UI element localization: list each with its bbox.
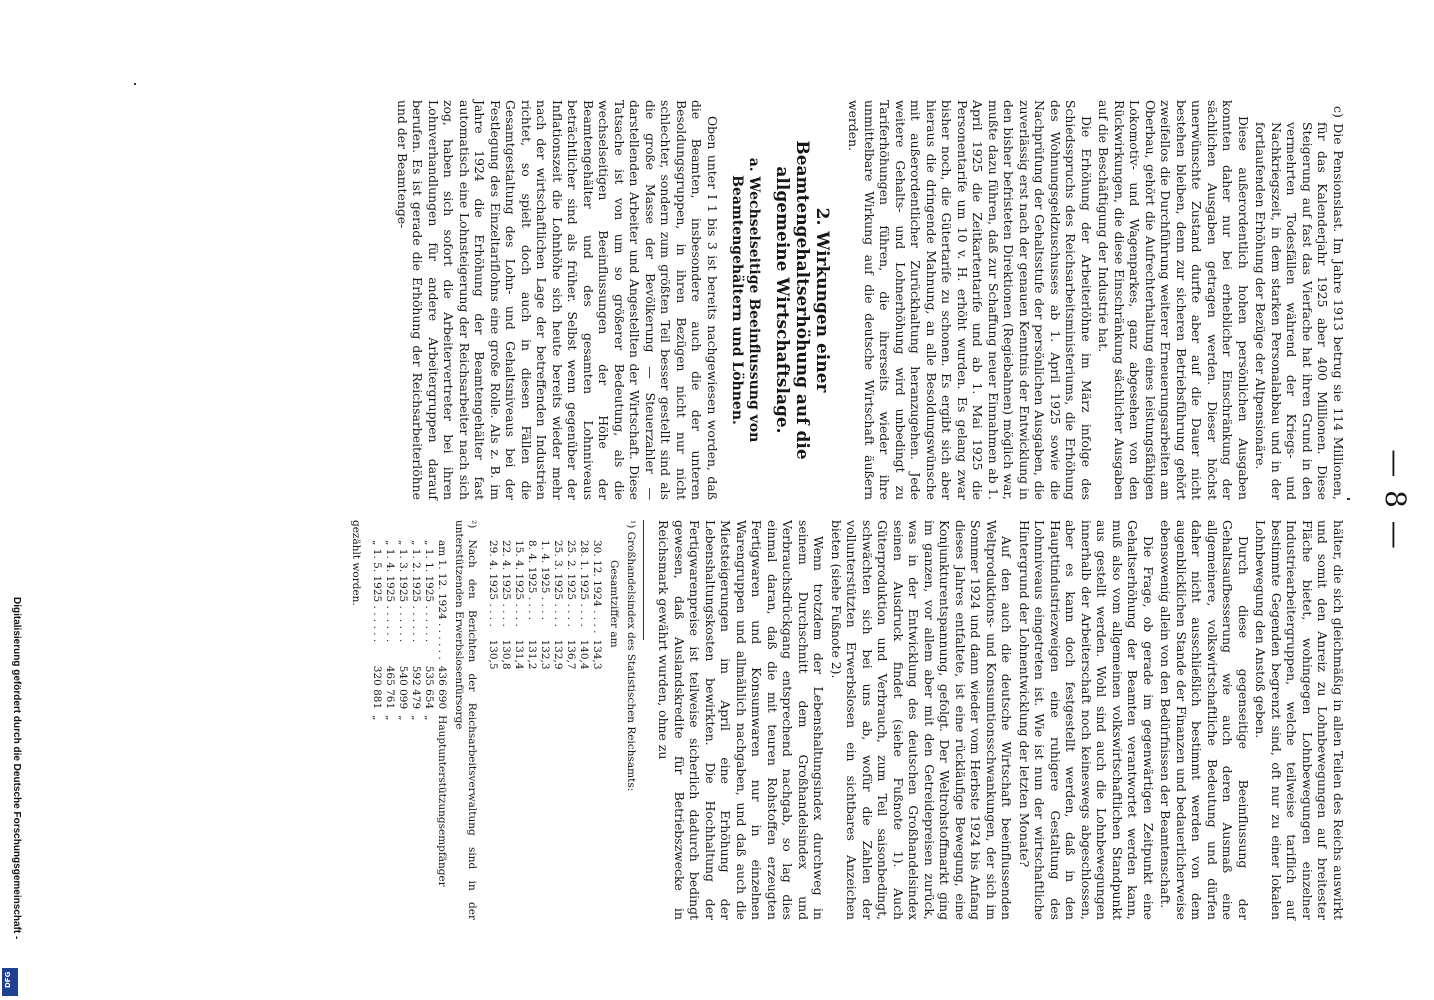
date-cell: „ 1. 5. 1925 . . . . . . (371, 540, 383, 643)
footnote-2-end: gezählt worden. (350, 520, 362, 606)
date-cell: 25. 2. 1925 . . . . (565, 540, 577, 627)
date-cell: „ 1. 3. 1925 . . . . . . (397, 540, 409, 643)
table-row (370, 540, 383, 893)
footnote-1-title: ¹) Großhandelsindex des Statistischen Reichsamts: (625, 520, 637, 792)
list-item-text: Die Pensionslast. Im Jahre 1913 betrug sie 114 Millionen, für das Kalenderjahr 1925 aber 400 Millionen. Diese Steigerung auf fast das Vierfache hat ihren Grund in den vermehrten Todesfällen während der Kriegs- und Nachkriegszeit, in dem starken Personalabbau und in der fortlaufenden Erhöhung der Bezüge der Altpensionäre. (1253, 122, 1346, 500)
table-row (525, 540, 538, 676)
table-row (486, 540, 499, 676)
section-heading: 2. Wirkungen einer Beamtengehaltserhöhung auf die allgemeine Wirtschaftslage. (772, 140, 832, 460)
table-row (564, 540, 577, 676)
list-item-label: c) (1331, 106, 1346, 118)
paragraph: Die Frage, ob gerade im gegenwärtigen Zeitpunkt eine Gehaltserhöhung der Beamten verantwortet werden kann, muß also vom allgemeinen volkswirtschaftlichen Standpunkt aus gestellt werden. Wohl sind auch die Lohnbewegungen innerhalb der Arbeiterschaft noch keineswegs abgeschlossen, aber es kann doch festgestellt werden, daß in den Haupttindustriezweigen eine ruhigere Gestaltung des Lohnniveaus eingetreten ist. Wie ist nun der wirtschaftliche Hintergrund der Lohnentwicklung der letzten Monate? (1017, 520, 1156, 920)
value-cell: 436 690 (436, 665, 448, 710)
footnote-2-table (370, 540, 448, 893)
table-row (383, 540, 396, 893)
unit-cell: „ (397, 715, 409, 721)
value-cell: 136,7 (565, 639, 577, 670)
paragraph: Oben unter I 1 bis 3 ist bereits nachgewiesen worden, daß die Beamten, insbesondere auch die der unteren Besoldungsgruppen, in ihren Bezügen nicht nur nicht schlechter, sondern zum größten Teil besser gestellt sind als die große Masse der Bevölkerung — Steuerzahler — darstellenden Arbeiter und Angestellten der Wirtschaft. Diese Tatsache ist von um so größerer Bedeutung, als die wechselseitigen Beeinflussungen der Höhe der Beamtengehälter und des gesamten Lohnniveaus beträchtlicher sind als früher. Selbst wenn gegenüber der Inflationszeit die Lohnhöhe sich heute bereits wieder mehr nach der wirtschaftlichen Lage der betreffenden Industrien richtet, so spielt doch auch in diesen Fällen die Gesamtgestaltung des Lohn- und Gehaltsniveaus bei der Festlegung des Einzeltariflohns eine große Rolle. Als z. B. im Jahre 1924 die Erhöhung der Beamtengehälter fast automatisch eine Lohnsteigerung der Reichsarbeiter nach sich zog, haben sich sofort die Arbeitervertreter bei ihren Lohnverhandlungen für andere Arbeitergruppen darauf berufen. Es ist gerade die Erhöhung der Reichsarbeiterlöhne und der Beamtenge- (395, 100, 720, 500)
table-row (422, 540, 435, 893)
value-cell: 131,2 (526, 639, 538, 670)
paragraph: Die Erhöhung der Arbeiterlöhne im März infolge des Schiedsspruchs des Reichsarbeitsministeriums, die Erhöhung des Wohnungsgeldzuschusses ab 1. April 1925 sowie die Nachprüfung der Gehaltsstufe der persönlichen Ausgaben, die zuverlässig erst nach der genauen Kenntnis der Entwicklung in den bisher befristeten Direktionen (Regiebahnen) möglich war, mußte dazu führen, daß zur Schaffung neuer Einnahmen ab 1. April 1925 die Zeitkartentarife und ab 1. Mai 1925 die Personentarife um 10 v. H. erhöht wurden. Es gelang zwar bisher noch, die Gütertarife zu schonen. Es ergibt sich aber hieraus die dringende Mahnung, an alle Besoldungswünsche mit außerordentlicher Zurückhaltung heranzugehen. Jede weitere Gehalts- und Lohnerhöhung wird unbedingt zu Tariferhöhungen führen, die ihrerseits wieder ihre unmittelbare Wirkung auf die deutsche Wirtschaft äußern werden. (846, 100, 1094, 500)
table-row (499, 540, 512, 676)
unit-cell: „ (371, 715, 383, 721)
value-cell: 132,9 (552, 639, 564, 670)
paragraph: Diese außerordentlich hohen persönlichen Ausgaben konnten daher nur bei erheblicher Einschränkung der sächlichen Ausgaben getragen werden. Dieser höchst unerwünschte Zustand durfte aber auf die Dauer nicht bestehen bleiben, denn zur sicheren Betriebsführung gehört zweifellos die Durchführung weiterer Erneuerungsarbeiten am Oberbau, gehört die Aufrechterhaltung eines leistungsfähigen Lokomotiv- und Wagenparkes, ganz abgesehen von den Rückwirkungen, die diese Einschränkung sächlicher Ausgaben auf die Beschäftigung der Industrie hat. (1096, 100, 1251, 500)
date-cell: 30. 12. 1924 . . . . (591, 540, 603, 634)
scan-speck (134, 83, 136, 85)
table-row (577, 540, 590, 676)
list-item-pension (1253, 100, 1346, 500)
value-cell: 540 099 (397, 665, 409, 710)
date-cell: „ 1. 4. 1925 . . . . . . (384, 540, 396, 643)
credit-text: Digitalisierung gefördert durch die Deutsche Forschungsgemeinschaft - (11, 597, 22, 940)
date-cell: 1. 4. 1925 . . . . (539, 540, 551, 621)
date-cell: 25. 3. 1925 . . . . (552, 540, 564, 627)
value-cell: 320 881 (371, 665, 383, 710)
value-cell: 140,4 (578, 639, 590, 670)
unit-cell: „ (410, 715, 422, 721)
footnote-2-title: ²) Nach den Berichten der Reichsarbeitsverwaltung sind in der unterstützenden Erwerbslosenfürsorge (453, 520, 478, 920)
footnote-separator (643, 520, 644, 640)
unit-cell: Hauptunterstützungsempfänger (436, 715, 448, 887)
value-cell: 132,3 (539, 639, 551, 670)
date-cell: „ 1. 2. 1925 . . . . . . (410, 540, 422, 643)
date-cell: 29. 4. 1925 . . . . (487, 540, 499, 627)
value-cell: 130,8 (500, 639, 512, 670)
table-row (435, 540, 448, 893)
table-row (538, 540, 551, 676)
date-cell: 8. 4. 1925 . . . . (526, 540, 538, 621)
paragraph: hälter, die sich gleichmäßig in allen Teilen des Reichs auswirkt und somit den Anreiz zu Lohnbewegungen auf breitester Fläche bietet, wohingegen Lohnbewegungen einzelner Industriearbeitergruppen, welche teilweise tariflich auf bestimmte Gegenden begrenzt sind, oft nur zu einer lokalen Lohnbewegung den Anstoß geben. (1253, 520, 1346, 920)
right-column (345, 520, 1346, 920)
value-cell: 535 654 (423, 665, 435, 710)
table-row (409, 540, 422, 893)
value-cell: 465 761 (384, 665, 396, 710)
unit-cell: „ (384, 715, 396, 721)
date-cell: 15. 4. 1925 . . . . (513, 540, 525, 627)
footnote-1-table (486, 540, 603, 676)
value-cell: 130,5 (487, 639, 499, 670)
subsection-heading: a. Wechselseitige Beeinflussung von Beamtengehältern und Löhnen. (729, 157, 762, 443)
table-row (590, 540, 603, 676)
digitization-credit (4, 597, 22, 993)
left-column (393, 100, 1347, 500)
value-cell: 131,4 (513, 639, 525, 670)
table-row (396, 540, 409, 893)
paragraph: Auf den auch die deutsche Wirtschaft beeinflussenden Weltproduktions- und Konsumtionsschwankungen, der sich im Sommer 1924 und dann wieder vom Herbste 1924 bis Anfang dieses Jahres entfaltete, ist eine rückläufige Bewegung, eine Konjunkturentspannung, gefolgt. Der Weltrohstoffmarkt ging im ganzen, vor allem aber mit den Getreidepreisen zurück, was in der Entwicklung des deutschen Großhandelsindex seinen Ausdruck findet (siehe Fußnote 1). Auch Güterproduktion und Verbrauch, zum Teil saisonbedingt, schwächten sich bei uns ab, wofür die Zahlen der vollunterstützten Erwerbslosen ein sichtbares Anzeichen bieten (siehe Fußnote 2). (829, 520, 1015, 920)
date-cell: „ 1. 1. 1925 . . . . . . (423, 540, 435, 643)
scan-speck (1347, 498, 1350, 500)
unit-cell: „ (423, 715, 435, 721)
dfg-logo: DFG (2, 968, 18, 996)
footnote-1-subtitle: Gesamtziffer am (608, 560, 620, 648)
date-cell: am 1. 12. 1924 . . . . . . (436, 540, 448, 660)
date-cell: 28. 1. 1925 . . . . (578, 540, 590, 627)
page-number: — 8 — (1379, 449, 1412, 551)
paragraph: Wenn trotzdem der Lebenshaltungsindex durchweg in seinem Durchschnitt dem Großhandelsindex und Verbrauchsdrückgang entsprechend nachgab, so lag dies einmal daran, daß die mit teuren Rohstoffen erzeugten Fertigwaren und Konsumwaren nur in einzelnen Warengruppen und allmählich nachgaben, und daß auch die Mietsteigerungen im April eine Erhöhung der Lebenshaltungskosten bewirkten. Die Hochhaltung der Fertigwarenpreise ist teilweise sicherlich dadurch bedingt gewesen, daß Auslandskredite für Betriebszwecke in Reichsmark gewährt wurden, ohne zu (656, 520, 827, 920)
value-cell: 134,3 (591, 639, 603, 670)
date-cell: 22. 4. 1925 . . . . (500, 540, 512, 627)
value-cell: 592 479 (410, 665, 422, 710)
paragraph: Durch diese gegenseitige Beeinflussung der Gehaltsaufbesserung wie auch deren Ausmaß eine allgemeinere, volkswirtschaftliche Bedeutung und dürfen daher nicht ausschließlich bestimmt werden von dem augenblicklichen Stande der Finanzen und bedauerlicherweise ebensowenig allein von den Bedürfnissen der Beamtenschaft. (1158, 520, 1251, 920)
table-row (512, 540, 525, 676)
table-row (551, 540, 564, 676)
